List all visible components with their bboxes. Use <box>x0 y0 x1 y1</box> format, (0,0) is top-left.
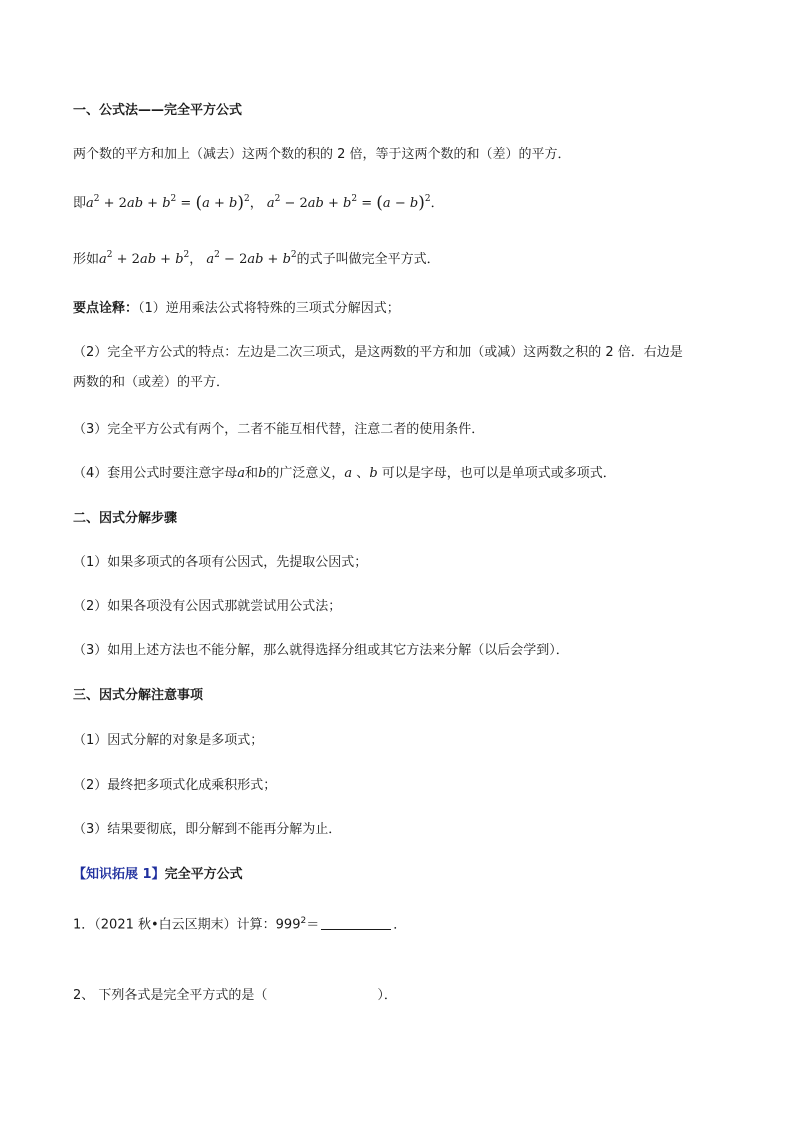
section3-heading: 三、因式分解注意事项 <box>73 688 204 703</box>
step-3: （3）如用上述方法也不能分解，那么就得选择分组或其它方法来分解（以后会学到）． <box>73 643 569 658</box>
point-4-part-b: 和 <box>245 466 259 481</box>
question-1-text: 1．（2021 秋•白云区期末）计算：999 <box>73 917 301 933</box>
extension-bracket: 【知识拓展 1】 <box>73 867 165 882</box>
answer-blank[interactable] <box>321 916 391 930</box>
symbol-a: a <box>237 466 246 481</box>
form-suffix: 的式子叫做完全平方式． <box>296 252 440 267</box>
question-1-end: ． <box>393 917 407 933</box>
form-math: $a^2 + 2ab + b^2$， $a^2 - 2ab + b^2$ <box>99 250 297 267</box>
point-4 <box>73 464 734 484</box>
question-1-exponent: 2 <box>300 916 307 926</box>
formula-line <box>73 194 734 214</box>
question-2 <box>73 986 734 1006</box>
points-label: 要点诠释： <box>73 301 139 316</box>
step-2: （2）如果各项没有公因式那就尝试用公式法； <box>73 599 342 614</box>
point-1: （1）逆用乘法公式将特殊的三项式分解因式； <box>138 301 400 316</box>
point-3: （3）完全平方公式有两个，二者不能互相代替，注意二者的使用条件． <box>73 422 485 437</box>
point-2-line-1: （2）完全平方公式的特点：左边是二次三项式，是这两数的平方和加（或减）这两数之积的 2 倍．右边是 <box>73 345 683 360</box>
note-3: （3）结果要彻底，即分解到不能再分解为止． <box>73 822 342 837</box>
note-1: （1）因式分解的对象是多项式； <box>73 733 264 748</box>
question-2-end: ）． <box>377 988 397 1003</box>
symbol-b: b <box>258 466 267 481</box>
definition-text: 两个数的平方和加上（减去）这两个数的积的 2 倍，等于这两个数的和（差）的平方． <box>73 147 571 162</box>
question-2-text: 2、 下列各式是完全平方式的是（ <box>73 988 268 1003</box>
point-4-part-d: 可以是字母，也可以是单项式或多项式． <box>381 466 616 481</box>
form-prefix: 形如 <box>73 252 100 267</box>
points-line <box>73 299 734 319</box>
section1-heading: 一、公式法——完全平方公式 <box>73 103 243 118</box>
step-1: （1）如果多项式的各项有公因式，先提取公因式； <box>73 555 368 570</box>
question-1 <box>73 911 734 935</box>
form-line <box>73 250 734 270</box>
symbol-a-b: a 、b <box>344 466 378 481</box>
note-2: （2）最终把多项式化成乘积形式； <box>73 778 277 793</box>
point-4-part-a: （4）套用公式时要注意字母 <box>73 466 238 481</box>
question-1-equals: ＝ <box>306 917 320 933</box>
formula-math: $a^2 + 2ab + b^2 = (a + b)^2$， $a^2 - 2ab + b^2 = (a - b)^2$． <box>86 193 444 213</box>
extension-title: 完全平方公式 <box>164 867 243 882</box>
formula-prefix: 即 <box>73 196 87 211</box>
point-2-line-2: 两数的和（或差）的平方． <box>73 375 230 390</box>
section2-heading: 二、因式分解步骤 <box>73 511 178 526</box>
point-4-part-c: 的广泛意义， <box>266 466 345 481</box>
extension-heading <box>73 865 734 885</box>
